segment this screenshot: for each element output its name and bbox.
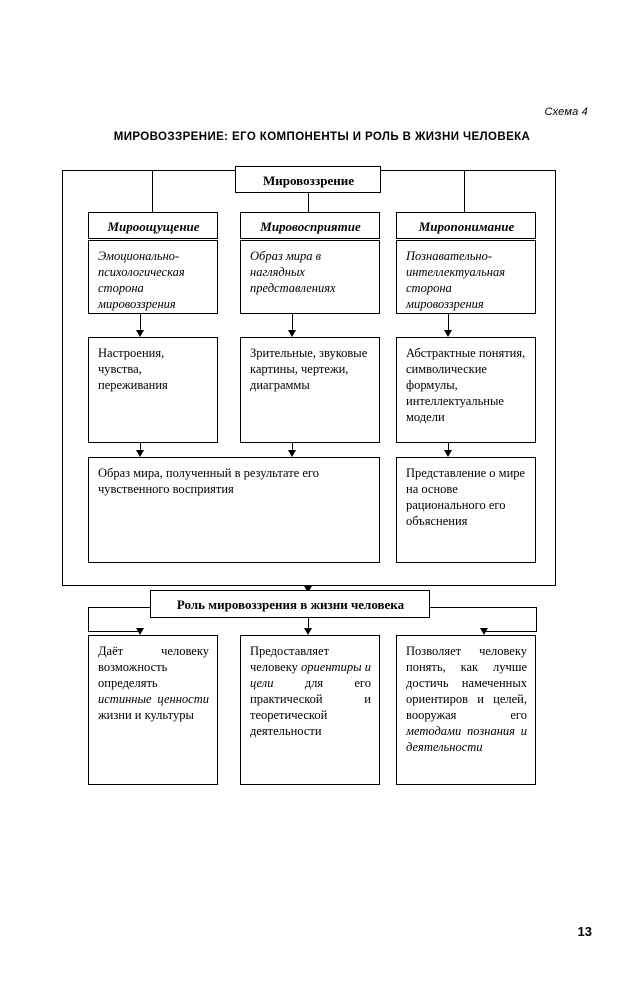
connector-root-to-col2	[308, 193, 309, 212]
role-drop-1	[88, 607, 89, 632]
connector-root-to-col3	[464, 170, 465, 212]
page-number: 13	[577, 924, 592, 939]
frame-top-right	[381, 170, 556, 171]
role-box-3-part1: Позволяет человеку понять, как лучше достичь намеченных ориентиров и целей, вооружая его	[406, 644, 527, 722]
arrow-head-role-1	[136, 628, 144, 635]
role-box-1-part2: жизни и культуры	[98, 708, 194, 722]
role-box-2-part1: Предоставляет человеку	[250, 644, 330, 674]
definition-box-2: Образ мира в наглядных представлениях	[240, 240, 380, 314]
role-box-1	[88, 635, 218, 785]
role-bus-to-box1	[88, 631, 140, 632]
role-drop-3	[536, 607, 537, 632]
role-box-2	[240, 635, 380, 785]
role-bus-left	[88, 607, 150, 608]
role-bus-to-box3	[484, 631, 536, 632]
column-head-2: Мировосприятие	[240, 212, 380, 239]
column-head-3: Миропонимание	[396, 212, 536, 239]
arrow-head-role-3	[480, 628, 488, 635]
result-box-2: Представление о мире на основе рационального его объяснения	[396, 457, 536, 563]
definition-box-1: Эмоционально-психологическая сторона мировоззрения	[88, 240, 218, 314]
frame-right-border	[555, 170, 556, 585]
arrow-head-6	[444, 450, 452, 457]
role-box-1-part1: Даёт человеку возможность определять	[98, 644, 209, 690]
arrow-head-5	[288, 450, 296, 457]
definition-box-3: Познавательно-интеллектуальная сторона мировоззрения	[396, 240, 536, 314]
arrow-head-role-2	[304, 628, 312, 635]
role-box-1-emphasis: истинные ценности	[98, 692, 209, 706]
role-title-box: Роль мировоззрения в жизни человека	[150, 590, 430, 618]
elements-box-2: Зрительные, звуковые картины, чертежи, диаграммы	[240, 337, 380, 443]
scheme-label: Схема 4	[544, 106, 588, 118]
arrow-head-4	[136, 450, 144, 457]
elements-box-1: Настроения, чувства, переживания	[88, 337, 218, 443]
role-box-2-part2: для его практической и теоретической деятельности	[250, 676, 371, 738]
frame-top-left	[62, 170, 235, 171]
arrow-head-1	[136, 330, 144, 337]
role-bus-right	[430, 607, 536, 608]
result-box-1: Образ мира, полученный в результате его чувственного восприятия	[88, 457, 380, 563]
root-box: Мировоззрение	[235, 166, 381, 193]
role-box-2-emphasis: ориентиры и цели	[250, 660, 371, 690]
role-box-3-emphasis: методами познания и деятельности	[406, 724, 527, 754]
arrow-head-2	[288, 330, 296, 337]
column-head-1: Мироощущение	[88, 212, 218, 239]
page-title: МИРОВОЗЗРЕНИЕ: ЕГО КОМПОНЕНТЫ И РОЛЬ В ЖИЗНИ ЧЕЛОВЕКА	[113, 131, 531, 143]
frame-left-border	[62, 170, 63, 585]
arrow-head-3	[444, 330, 452, 337]
connector-root-to-col1	[152, 170, 153, 212]
role-box-3	[396, 635, 536, 785]
elements-box-3: Абстрактные понятия, символические формулы, интеллектуальные модели	[396, 337, 536, 443]
